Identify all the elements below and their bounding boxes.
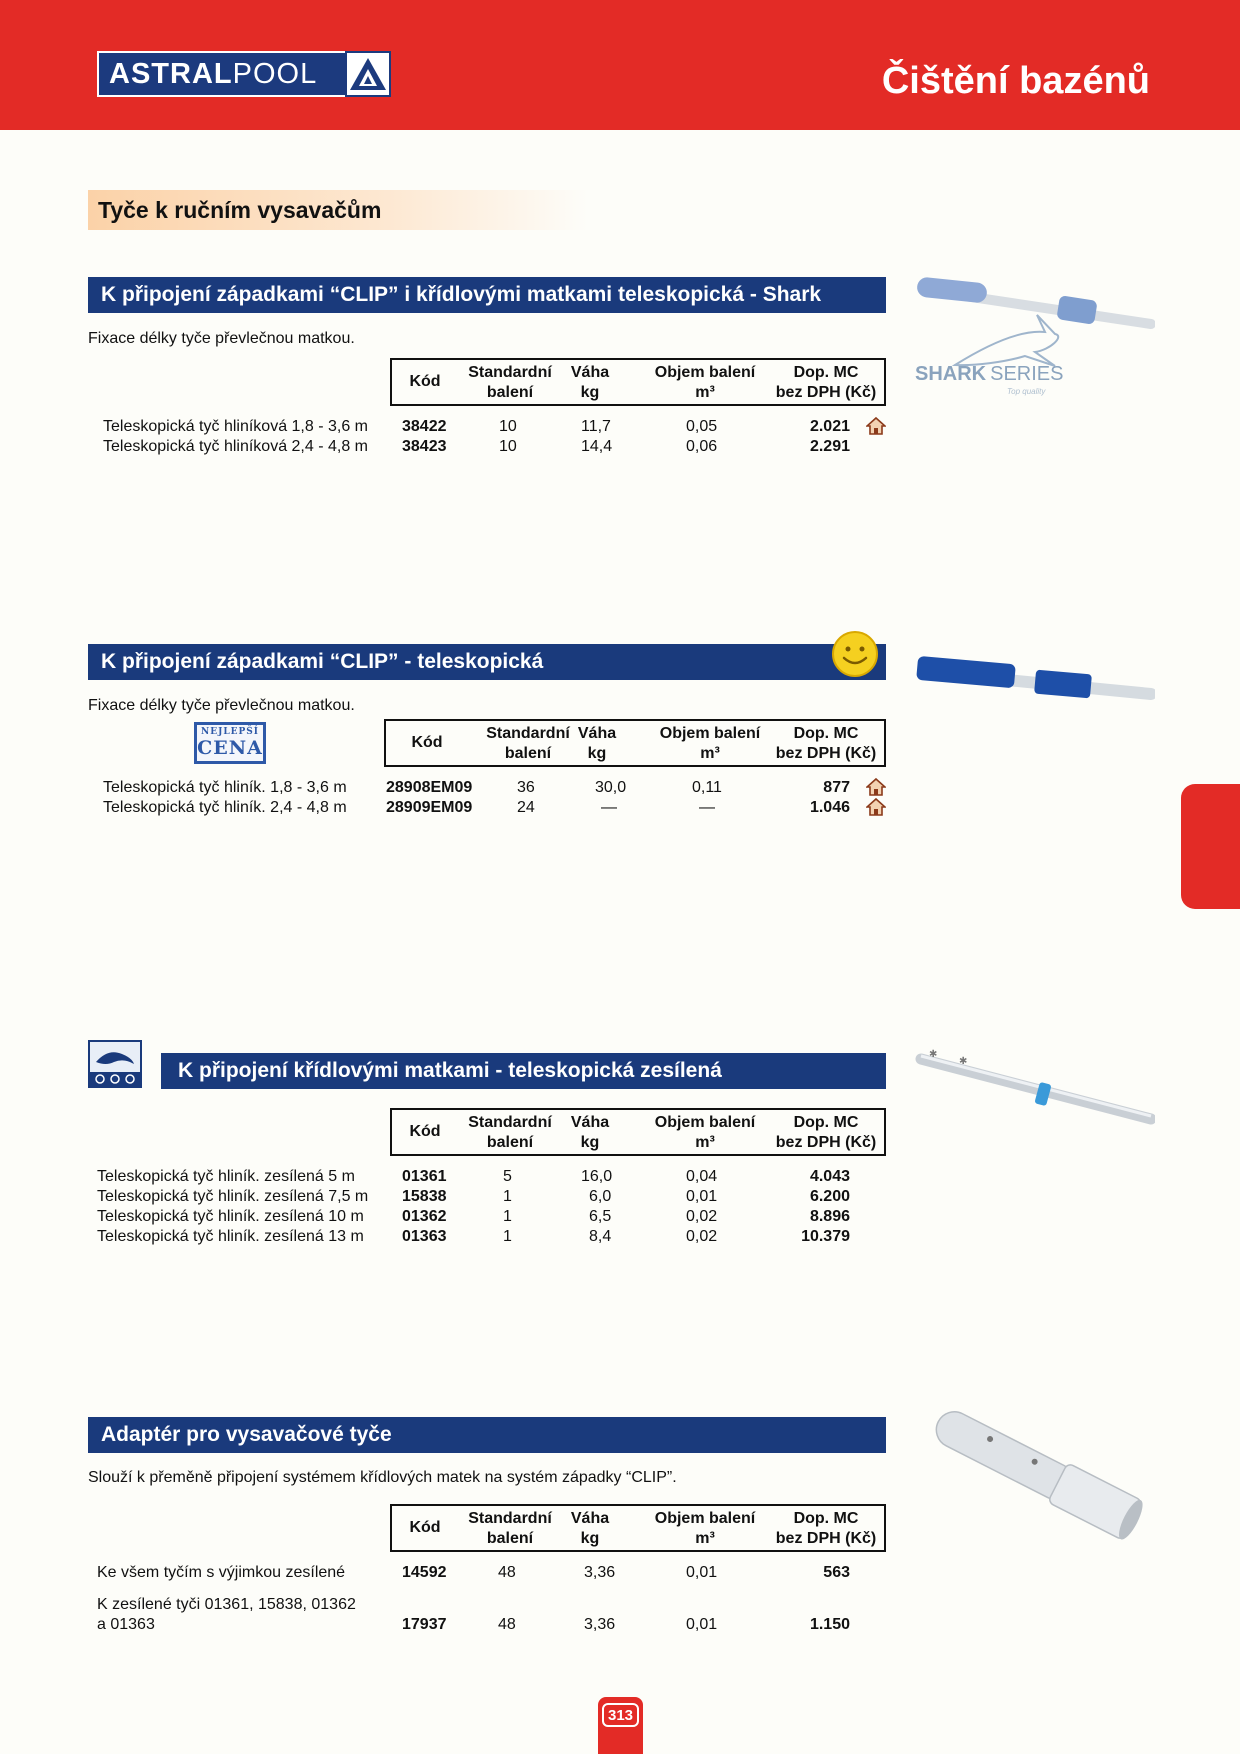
chapter-tab — [1181, 784, 1240, 909]
section-title: Tyče k ručním vysavačům — [98, 197, 382, 223]
page-number: 313 — [602, 1703, 639, 1727]
th-vaha: Váha kg — [570, 364, 610, 401]
th-std: Standardní balení — [486, 725, 570, 762]
smiley-icon — [831, 630, 879, 678]
home-icon — [866, 797, 886, 817]
th-kod: Kód — [409, 373, 441, 390]
th-vaha: Váha kg — [577, 725, 617, 762]
th-objem: Objem balení m³ — [654, 1510, 756, 1547]
svg-text:SHARKSERIES: SHARK SERIES — [915, 363, 1064, 385]
th-std: Standardní balení — [468, 364, 552, 401]
th-std: Standardní balení — [468, 1114, 552, 1151]
product-title-bar: K připojení západkami “CLIP” i křídlovými matkami teleskopická - Shark — [88, 277, 886, 313]
home-icon — [866, 416, 886, 436]
th-vaha: Váha kg — [570, 1114, 610, 1151]
logo-triangle-icon — [345, 51, 391, 97]
page-title: Čištění bazénů — [881, 60, 1150, 102]
product-title-bar: K připojení západkami “CLIP” - teleskopická — [88, 644, 886, 680]
astralpool-logo: ASTRAL POOL — [97, 51, 391, 97]
product-description: Slouží k přeměně připojení systémem křídlových matek na systém západky “CLIP”. — [88, 1469, 677, 1486]
th-dop: Dop. MC bez DPH (Kč) — [775, 364, 877, 401]
svg-text:✱: ✱ — [959, 1056, 968, 1067]
section-banner — [88, 190, 588, 230]
clip-pole-image — [915, 650, 1155, 710]
table-header — [390, 1504, 886, 1552]
th-objem: Objem balení m³ — [654, 1114, 756, 1151]
shark-pole-image — [915, 270, 1155, 400]
home-icon — [866, 777, 886, 797]
best-price-badge: NEJLEPŠÍ CENA — [194, 722, 266, 764]
th-dop: Dop. MC bez DPH (Kč) — [775, 1510, 877, 1547]
table-header — [390, 358, 886, 406]
th-kod: Kód — [411, 734, 443, 751]
th-kod: Kód — [409, 1519, 441, 1536]
adapter-image — [920, 1405, 1150, 1540]
page-header — [0, 0, 1240, 130]
product-description: Fixace délky tyče převlečnou matkou. — [88, 330, 355, 347]
reinforced-pole-icon — [88, 1040, 142, 1088]
th-dop: Dop. MC bez DPH (Kč) — [775, 1114, 877, 1151]
product-title-bar: K připojení křídlovými matkami - teleskopická zesílená — [161, 1053, 886, 1089]
table-header — [384, 719, 886, 767]
reinforced-pole-image — [915, 1045, 1155, 1130]
th-objem: Objem balení m³ — [659, 725, 761, 762]
svg-text:Top quality: Top quality — [1007, 387, 1046, 396]
product-title-bar: Adaptér pro vysavačové tyče — [88, 1417, 886, 1453]
product-description: Fixace délky tyče převlečnou matkou. — [88, 697, 355, 714]
svg-text:✱: ✱ — [929, 1049, 938, 1060]
th-std: Standardní balení — [468, 1510, 552, 1547]
th-objem: Objem balení m³ — [654, 364, 756, 401]
th-kod: Kód — [409, 1123, 441, 1140]
table-header — [390, 1108, 886, 1156]
th-vaha: Váha kg — [570, 1510, 610, 1547]
th-dop: Dop. MC bez DPH (Kč) — [775, 725, 877, 762]
table-row: K zesílené tyči 01361, 15838, 01362 a 01363 17937 48 3,36 0,01 1.150 — [97, 1596, 850, 1633]
